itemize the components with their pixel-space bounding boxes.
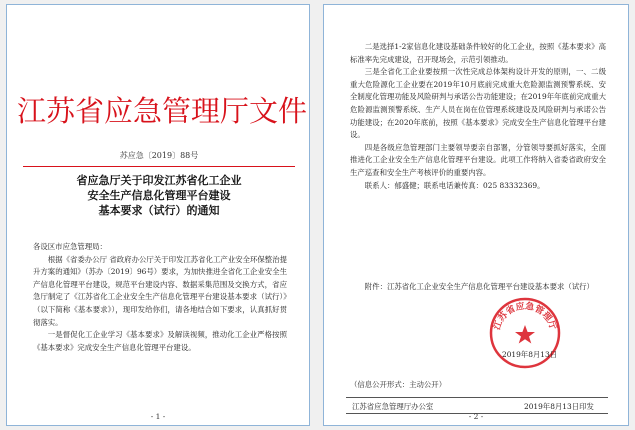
footer-rule-top: [346, 397, 608, 398]
document-number: 苏应急〔2019〕88号: [119, 151, 199, 160]
page-number: - 2 -: [468, 412, 484, 421]
attachment-block: [350, 281, 606, 294]
page-number: - 1 -: [150, 412, 166, 421]
notice-title: [7, 173, 310, 218]
footer-office: 江苏省应急管理厅办公室: [352, 402, 434, 411]
body-paragraph: 三是全省化工企业要按照一次性完成总体架构设计开发的原则，一、二级重大危险源化工企业要在2019年10月底前完成重大危险源监测预警系统、安全制度化管理功能及风险研判与承诺公告功能建设；在2019年年底前完成重大危险源监测预警系统、生产人员在岗在位管理系统建设及风险研判与承诺公告功能建设；在2020年底前，按照《基本要求》完成安全生产信息化管理平台建设。: [350, 67, 606, 140]
footer-print-date: 2019年8月13日印发: [524, 402, 594, 411]
seal-text: 江苏省应急管理厅: [492, 301, 558, 332]
red-divider-line: [23, 166, 295, 167]
red-header-title: 江苏省应急管理厅文件: [17, 94, 308, 128]
page1-body: [33, 241, 287, 354]
public-notice: （信息公开形式：主动公开）: [350, 380, 447, 389]
document-page-2: [323, 4, 629, 426]
salutation: 各设区市应急管理局：: [33, 242, 107, 251]
attachment-line: 附件：江苏省化工企业安全生产信息化管理平台建设基本要求（试行）: [364, 282, 594, 291]
page2-body: [350, 41, 606, 192]
body-paragraph: 二是选择1-2家信息化建设基础条件较好的化工企业，按照《基本要求》高标准率先完成建设，召开现场会，示范引领推动。: [350, 42, 606, 64]
body-paragraph: 四是各级应急管理部门主要领导要亲自部署，分管领导要抓好落实，全面推进化工企业安全生产信息化管理平台建设。此项工作将纳入省委省政府安全生产巡查和安全生产考核评价的重要内容。: [350, 142, 606, 177]
signature-date: 2019年8月13日: [502, 350, 558, 359]
contact-info: 联系人：郁盛健；联系电话兼传真：025 83332369。: [364, 180, 545, 190]
body-paragraph: 根据《省委办公厅 省政府办公厅关于印发江苏省化工产业安全环保整治提升方案的通知》（苏办〔2019〕96号）要求，为加快推进全省化工企业安全生产信息化管理平台建设，规范平台建设内容、数据采集范围及交换方式，省应急厅制定了《江苏省化工企业安全生产信息化管理平台建设基本要求（试行）》（以下简称《基本要求》），现印发给你们，请各地结合如下要求，认真抓好贯彻落实。: [33, 254, 287, 327]
notice-title-line: 安全生产信息化管理平台建设: [87, 189, 231, 202]
body-paragraph: 一是督促化工企业学习《基本要求》及解读视频，推动化工企业严格按照《基本要求》完成安全生产信息化管理平台建设。: [33, 330, 287, 352]
notice-title-line: 省应急厅关于印发江苏省化工企业: [76, 174, 242, 187]
notice-title-line: 基本要求（试行）的通知: [98, 204, 220, 217]
document-page-1: [6, 4, 310, 426]
